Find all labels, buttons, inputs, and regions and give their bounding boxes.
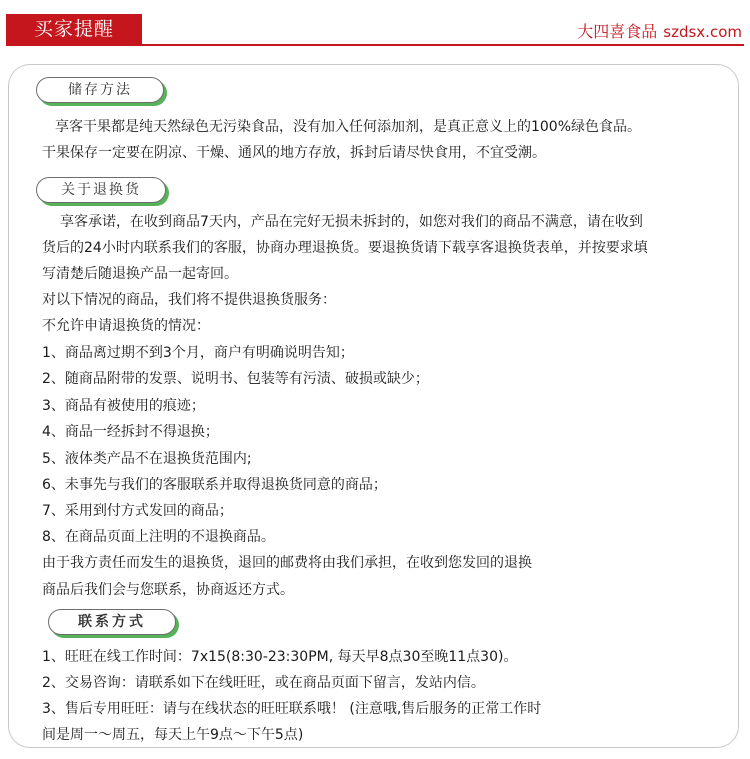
header-bar bbox=[0, 0, 750, 48]
returns-line: 由于我方责任而发生的退换货，退回的邮费将由我们承担，在收到您发回的退换 bbox=[42, 555, 532, 571]
returns-rule-item: 3、商品有被使用的痕迹； bbox=[42, 398, 205, 414]
returns-rule-item: 8、在商品页面上注明的不退换商品。 bbox=[42, 529, 275, 545]
brand-url[interactable]: szdsx.com bbox=[663, 23, 742, 41]
storage-line: 享客干果都是纯天然绿色无污染食品，没有加入任何添加剂，是真正意义上的100%绿色食品。 bbox=[55, 119, 642, 135]
returns-line: 商品后我们会与您联系，协商返还方式。 bbox=[42, 582, 294, 598]
returns-rule-item: 6、未事先与我们的客服联系并取得退换货同意的商品； bbox=[42, 477, 387, 493]
returns-line: 不允许申请退换货的情况： bbox=[42, 318, 210, 334]
contact-line: 1、旺旺在线工作时间：7x15(8:30-23:30PM, 每天早8点30至晚11点30)。 bbox=[42, 649, 518, 665]
returns-rule-item: 4、商品一经拆封不得退换； bbox=[42, 424, 219, 440]
section-title-contact: 联系方式 bbox=[48, 609, 176, 635]
returns-rule-item: 1、商品离过期不到3个月，商户有明确说明告知； bbox=[42, 345, 354, 361]
contact-line: 2、交易咨询：请联系如下在线旺旺，或在商品页面下留言，发站内信。 bbox=[42, 675, 485, 691]
contact-line: 3、售后专用旺旺：请与在线状态的旺旺联系哦！ (注意哦,售后服务的正常工作时 bbox=[42, 701, 542, 717]
header-divider bbox=[6, 44, 744, 46]
returns-line: 对以下情况的商品，我们将不提供退换货服务： bbox=[42, 292, 336, 308]
returns-line: 货后的24小时内联系我们的客服，协商办理退换货。要退换货请下载享客退换货表单，并按要求填 bbox=[42, 240, 648, 256]
returns-line: 享客承诺，在收到商品7天内，产品在完好无损未拆封的，如您对我们的商品不满意，请在收到 bbox=[60, 214, 643, 230]
returns-line: 写清楚后随退换产品一起寄回。 bbox=[42, 266, 238, 282]
contact-line: 间是周一～周五，每天上午9点～下午5点) bbox=[42, 727, 304, 743]
storage-line: 干果保存一定要在阴凉、干燥、通风的地方存放，拆封后请尽快食用，不宜受潮。 bbox=[42, 145, 546, 161]
brand-info bbox=[577, 19, 742, 42]
section-title-storage: 储存方法 bbox=[36, 77, 164, 103]
brand-name: 大四喜食品 bbox=[577, 22, 658, 41]
returns-rule-item: 2、随商品附带的发票、说明书、包装等有污渍、破损或缺少； bbox=[42, 371, 429, 387]
buyer-notice-tab: 买家提醒 bbox=[6, 14, 142, 45]
returns-rule-item: 7、采用到付方式发回的商品； bbox=[42, 503, 233, 519]
section-title-returns: 关于退换货 bbox=[36, 177, 166, 203]
returns-rule-item: 5、液体类产品不在退换货范围内; bbox=[42, 451, 252, 467]
